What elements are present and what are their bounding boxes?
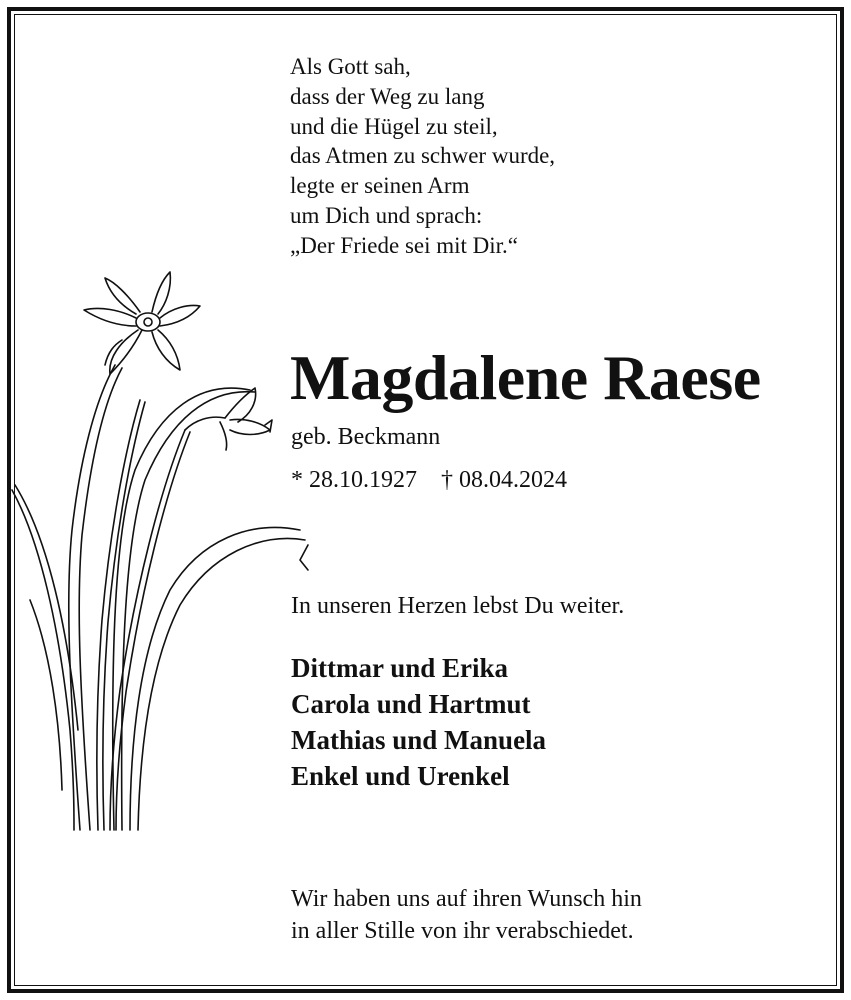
poem <box>290 52 555 261</box>
maiden-name: geb. Beckmann <box>291 424 441 450</box>
birth-date: * 28.10.1927 <box>291 467 417 493</box>
mourners-list <box>291 650 546 794</box>
mourner-entry: Enkel und Urenkel <box>291 761 510 791</box>
poem-line: das Atmen zu schwer wurde, <box>290 143 556 169</box>
life-dates <box>291 467 567 494</box>
motto: In unseren Herzen lebst Du weiter. <box>291 593 625 619</box>
poem-line: um Dich und sprach: <box>290 202 483 228</box>
death-date: † 08.04.2024 <box>441 467 567 493</box>
mourner-entry: Mathias und Manuela <box>291 725 547 755</box>
closing-note <box>291 883 642 947</box>
poem-line: Als Gott sah, <box>290 54 411 79</box>
poem-line: „Der Friede sei mit Dir.“ <box>290 232 519 258</box>
closing-line: Wir haben uns auf ihren Wunsch hin <box>291 886 642 912</box>
poem-line: legte er seinen Arm <box>290 173 470 199</box>
mourner-entry: Dittmar und Erika <box>291 653 509 683</box>
poem-line: und die Hügel zu steil, <box>290 113 498 139</box>
deceased-name: Magdalene Raese <box>290 342 761 413</box>
closing-line: in aller Stille von ihr verabschiedet. <box>291 918 634 944</box>
mourner-entry: Carola und Hartmut <box>291 689 531 719</box>
daffodil-line-drawing-icon <box>10 270 320 840</box>
poem-line: dass der Weg zu lang <box>290 83 485 109</box>
